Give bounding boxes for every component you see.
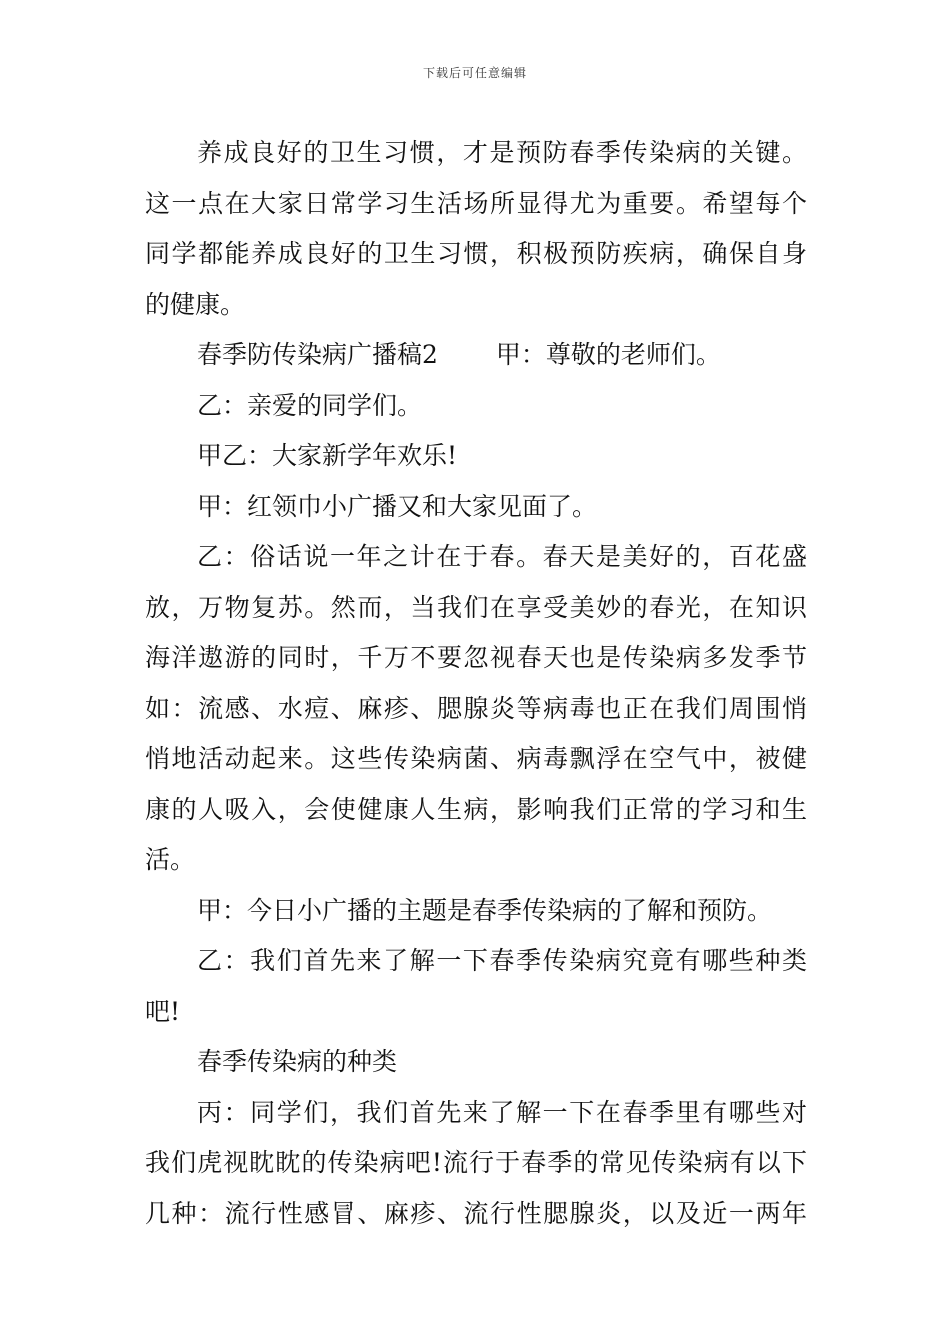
text-line: 如：流感、水痘、麻疹、腮腺炎等病毒也正在我们周围悄 bbox=[145, 693, 807, 723]
dialogue-line: 甲乙：大家新学年欢乐! bbox=[197, 441, 458, 470]
page-header: 下载后可任意编辑 bbox=[422, 66, 527, 80]
document-body bbox=[145, 128, 807, 1239]
text-line: 同学都能养成良好的卫生习惯，积极预防疾病，确保自身 bbox=[145, 239, 807, 268]
dialogue-line: 甲：红领巾小广播又和大家见面了。 bbox=[197, 491, 598, 521]
text-line: 的健康。 bbox=[145, 289, 246, 319]
dialogue-line: 丙：同学们，我们首先来了解一下在春季里有哪些对 bbox=[197, 1097, 807, 1127]
text-line bbox=[145, 330, 807, 381]
text-line: 这一点在大家日常学习生活场所显得尤为重要。希望每个 bbox=[145, 188, 807, 218]
text-line: 我们虎视眈眈的传染病吧!流行于春季的常见传染病有以下 bbox=[145, 1148, 807, 1177]
text-line: 放，万物复苏。然而，当我们在享受美妙的春光，在知识 bbox=[145, 592, 807, 622]
dialogue-line: 乙：亲爱的同学们。 bbox=[197, 390, 423, 420]
text-line: 康的人吸入，会使健康人生病，影响我们正常的学习和生 bbox=[145, 794, 807, 824]
text-line: 活。 bbox=[145, 845, 196, 874]
text-line: 养成良好的卫生习惯，才是预防春季传染病的关键。 bbox=[197, 138, 807, 167]
section-heading: 春季传染病的种类 bbox=[197, 1047, 398, 1076]
text-line: 海洋遨游的同时，千万不要忽视春天也是传染病多发季节 bbox=[145, 643, 807, 672]
dialogue-line: 甲：尊敬的老师们。 bbox=[495, 340, 721, 369]
section-heading: 春季防传染病广播稿2 bbox=[197, 340, 438, 369]
dialogue-line: 乙：我们首先来了解一下春季传染病究竟有哪些种类 bbox=[197, 946, 807, 975]
text-line: 悄地活动起来。这些传染病菌、病毒飘浮在空气中，被健 bbox=[145, 744, 807, 773]
dialogue-line: 乙：俗话说一年之计在于春。春天是美好的，百花盛 bbox=[197, 542, 807, 571]
text-line: 吧! bbox=[145, 996, 181, 1026]
dialogue-line: 甲：今日小广播的主题是春季传染病的了解和预防。 bbox=[197, 895, 773, 925]
text-line: 几种：流行性感冒、麻疹、流行性腮腺炎，以及近一两年 bbox=[145, 1198, 807, 1228]
